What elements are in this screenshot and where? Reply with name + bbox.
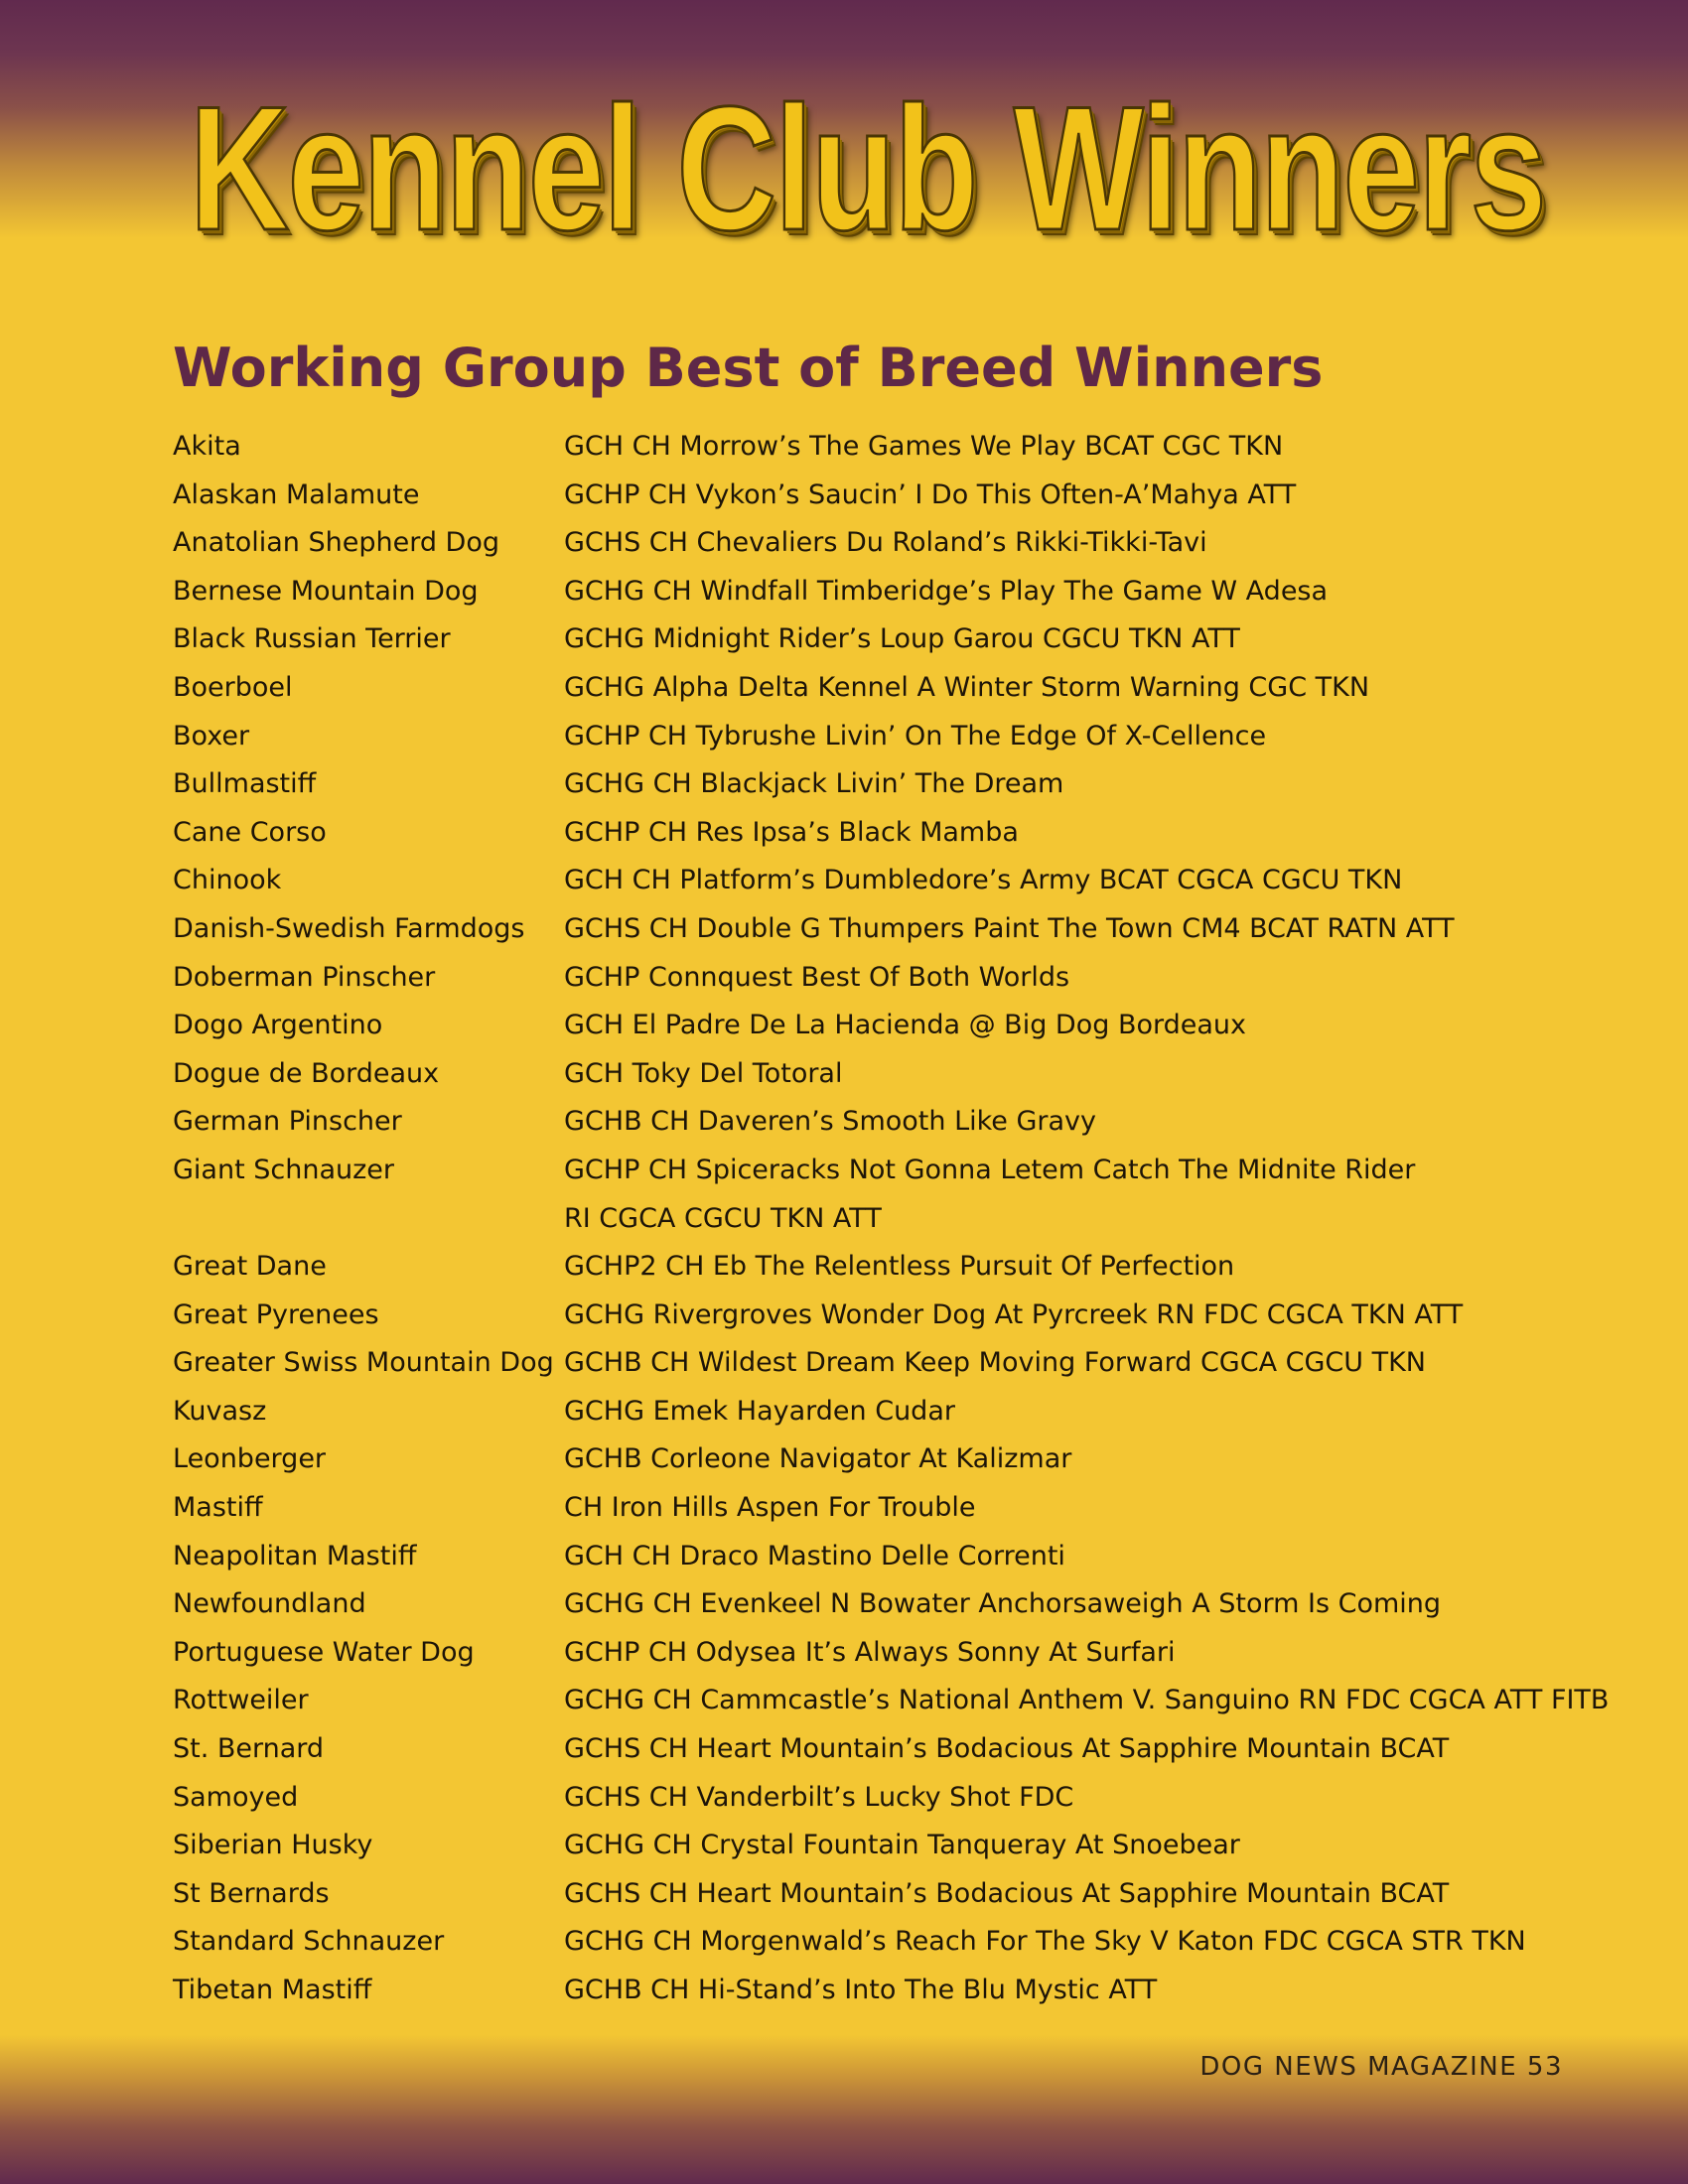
winner-name: [564, 1339, 1563, 1388]
breed-name: Mastiff: [173, 1492, 263, 1524]
winner-name-line: GCHP2 CH Eb The Relentless Pursuit Of Perfection: [564, 1251, 1235, 1283]
winner-name-line: GCHB CH Hi-Stand’s Into The Blu Mystic ATT: [564, 1975, 1158, 2005]
winner-row: [173, 1774, 1563, 1823]
breed-name: Newfoundland: [173, 1588, 366, 1620]
winner-row: [173, 1292, 1563, 1340]
breed-name: Leonberger: [173, 1443, 327, 1475]
winner-name: [564, 664, 1563, 713]
winner-name-line: GCHG Midnight Rider’s Loup Garou CGCU TKN ATT: [564, 623, 1240, 655]
winner-row: [173, 1243, 1563, 1292]
winner-name: [564, 857, 1563, 905]
section-heading: Working Group Best of Breed Winners: [173, 337, 1324, 399]
winner-name: [564, 1050, 1563, 1099]
breed-name: Boxer: [173, 720, 250, 751]
winner-row: [173, 1484, 1563, 1533]
winner-row: [173, 857, 1563, 905]
winner-name-line: GCHG Emek Hayarden Cudar: [564, 1395, 955, 1427]
winner-name: [564, 1580, 1563, 1629]
winner-name: [564, 1725, 1563, 1774]
winner-name-line: GCHP CH Tybrushe Livin’ On The Edge Of X-Cellence: [564, 720, 1267, 751]
winner-name-line: GCHS CH Vanderbilt’s Lucky Shot FDC: [564, 1781, 1074, 1813]
winner-row: [173, 1725, 1563, 1774]
winner-name-line: CH Iron Hills Aspen For Trouble: [564, 1492, 976, 1524]
winner-name: [564, 809, 1563, 858]
breed-name: Giant Schnauzer: [173, 1154, 395, 1185]
winner-name-line: GCHP CH Spiceracks Not Gonna Letem Catch The Midnite Rider: [564, 1154, 1416, 1185]
breed-name: Black Russian Terrier: [173, 623, 451, 655]
breed-name: Doberman Pinscher: [173, 961, 436, 993]
breed-name: St Bernards: [173, 1877, 330, 1909]
winner-name-line: GCHB CH Wildest Dream Keep Moving Forward CGCA CGCU TKN: [564, 1347, 1426, 1379]
winner-name-line: GCHS CH Heart Mountain’s Bodacious At Sapphire Mountain BCAT: [564, 1877, 1450, 1909]
winner-name: [564, 1822, 1563, 1870]
breed-name: Alaskan Malamute: [173, 478, 420, 510]
winner-name: [564, 1533, 1563, 1581]
winner-name-line: GCH CH Draco Mastino Delle Correnti: [564, 1540, 1065, 1571]
breed-name: Tibetan Mastiff: [173, 1975, 372, 2005]
masthead-title: Kennel Club Winners: [189, 69, 1546, 267]
winner-name: [564, 1677, 1609, 1725]
page-footer: DOG NEWS MAGAZINE 53: [1199, 2052, 1563, 2082]
winner-row: [173, 1050, 1563, 1099]
winner-row: [173, 954, 1563, 1003]
breed-name: Kuvasz: [173, 1395, 267, 1427]
breed-name: Dogue de Bordeaux: [173, 1057, 440, 1089]
breed-name: Greater Swiss Mountain Dog: [173, 1347, 554, 1379]
winner-row: [173, 1918, 1563, 1967]
winner-name-line: GCHG CH Blackjack Livin’ The Dream: [564, 768, 1064, 800]
breed-name: Standard Schnauzer: [173, 1926, 445, 1958]
breed-name: St. Bernard: [173, 1733, 325, 1765]
breed-name: Neapolitan Mastiff: [173, 1540, 417, 1571]
winner-name: [564, 1774, 1563, 1823]
winner-row: [173, 905, 1563, 954]
winner-name-line: GCHG CH Cammcastle’s National Anthem V. Sanguino RN FDC CGCA ATT FITB: [564, 1685, 1610, 1716]
winner-name-line: GCHG CH Morgenwald’s Reach For The Sky V Katon FDC CGCA STR TKN: [564, 1926, 1526, 1958]
winner-name: [564, 1918, 1563, 1967]
breed-name: Chinook: [173, 865, 282, 896]
winner-row: [173, 1002, 1563, 1050]
winner-name: [564, 615, 1563, 664]
breed-name: Great Pyrenees: [173, 1298, 379, 1330]
winner-name: [564, 954, 1563, 1003]
winner-name: [564, 423, 1563, 472]
breed-name: Danish-Swedish Farmdogs: [173, 912, 525, 944]
winner-row: [173, 1967, 1563, 2015]
winner-name-line: GCHP CH Odysea It’s Always Sonny At Surfari: [564, 1636, 1176, 1668]
winner-name-line: GCHS CH Double G Thumpers Paint The Town CM4 BCAT RATN ATT: [564, 912, 1455, 944]
winners-list: [173, 423, 1610, 2015]
breed-name: Dogo Argentino: [173, 1010, 383, 1041]
winner-name-line: GCHS CH Chevaliers Du Roland’s Rikki-Tikki-Tavi: [564, 527, 1207, 559]
breed-name: Boerboel: [173, 671, 293, 703]
winner-name-line: GCHB CH Daveren’s Smooth Like Gravy: [564, 1106, 1097, 1138]
winner-name: [564, 713, 1563, 761]
winner-name: [564, 1484, 1563, 1533]
winner-row: [173, 1580, 1563, 1629]
winner-name: [564, 1388, 1563, 1436]
winner-name-line: GCHG CH Crystal Fountain Tanqueray At Snoebear: [564, 1830, 1240, 1861]
breed-name: Portuguese Water Dog: [173, 1636, 475, 1668]
winner-row: [173, 472, 1563, 520]
winner-name: [564, 1292, 1563, 1340]
winner-name-line: GCH CH Platform’s Dumbledore’s Army BCAT CGCA CGCU TKN: [564, 865, 1403, 896]
breed-name: Bernese Mountain Dog: [173, 575, 479, 607]
breed-name: Akita: [173, 431, 241, 462]
winner-row: [173, 1388, 1563, 1436]
winner-name-line: GCHG CH Windfall Timberidge’s Play The Game W Adesa: [564, 575, 1329, 607]
winner-row: [173, 809, 1563, 858]
winner-row: [173, 1147, 1563, 1243]
winner-name: [564, 1967, 1563, 2015]
winner-row: [173, 664, 1563, 713]
winner-name-line: GCHB Corleone Navigator At Kalizmar: [564, 1443, 1072, 1475]
winner-name-line: GCHP CH Vykon’s Saucin’ I Do This Often-A’Mahya ATT: [564, 478, 1297, 510]
winner-name-line: GCH El Padre De La Hacienda @ Big Dog Bordeaux: [564, 1010, 1247, 1041]
breed-name: Siberian Husky: [173, 1830, 373, 1861]
winner-row: [173, 1870, 1563, 1919]
winner-name-line: GCHP Connquest Best Of Both Worlds: [564, 961, 1070, 993]
winner-name: [564, 1870, 1563, 1919]
winner-row: [173, 1822, 1563, 1870]
winner-name-line: GCHG Alpha Delta Kennel A Winter Storm Warning CGC TKN: [564, 671, 1370, 703]
breed-name: Anatolian Shepherd Dog: [173, 527, 499, 559]
winner-name-line: GCH Toky Del Totoral: [564, 1057, 843, 1089]
winner-name-line: GCHG CH Evenkeel N Bowater Anchorsaweigh A Storm Is Coming: [564, 1588, 1442, 1620]
winner-row: [173, 1533, 1563, 1581]
winner-row: [173, 1629, 1563, 1678]
winner-row: [173, 1339, 1563, 1388]
winner-name: [564, 760, 1563, 809]
breed-name: Cane Corso: [173, 816, 327, 848]
winner-name: [564, 1243, 1563, 1292]
winner-name: [564, 1002, 1563, 1050]
winner-name: [564, 568, 1563, 616]
winner-name: [564, 1147, 1563, 1243]
winner-name: [564, 1435, 1563, 1484]
winner-name: [564, 905, 1563, 954]
winner-row: [173, 615, 1563, 664]
winner-row: [173, 519, 1563, 568]
winner-row: [173, 423, 1563, 472]
winner-name-line: RI CGCA CGCU TKN ATT: [564, 1202, 882, 1234]
breed-name: Samoyed: [173, 1781, 299, 1813]
winner-row: [173, 1098, 1563, 1147]
winner-name-line: GCH CH Morrow’s The Games We Play BCAT CGC TKN: [564, 431, 1284, 462]
winner-name: [564, 1629, 1563, 1678]
winner-row: [173, 568, 1563, 616]
winner-row: [173, 760, 1563, 809]
winner-name: [564, 519, 1563, 568]
breed-name: German Pinscher: [173, 1106, 402, 1138]
breed-name: Great Dane: [173, 1251, 327, 1283]
winner-name-line: GCHG Rivergroves Wonder Dog At Pyrcreek RN FDC CGCA TKN ATT: [564, 1298, 1464, 1330]
winner-name-line: GCHP CH Res Ipsa’s Black Mamba: [564, 816, 1019, 848]
winner-row: [173, 713, 1563, 761]
winner-name: [564, 1098, 1563, 1147]
winner-row: [173, 1677, 1610, 1725]
breed-name: Bullmastiff: [173, 768, 317, 800]
breed-name: Rottweiler: [173, 1685, 309, 1716]
winner-name: [564, 472, 1563, 520]
winner-row: [173, 1435, 1563, 1484]
winner-name-line: GCHS CH Heart Mountain’s Bodacious At Sapphire Mountain BCAT: [564, 1733, 1450, 1765]
